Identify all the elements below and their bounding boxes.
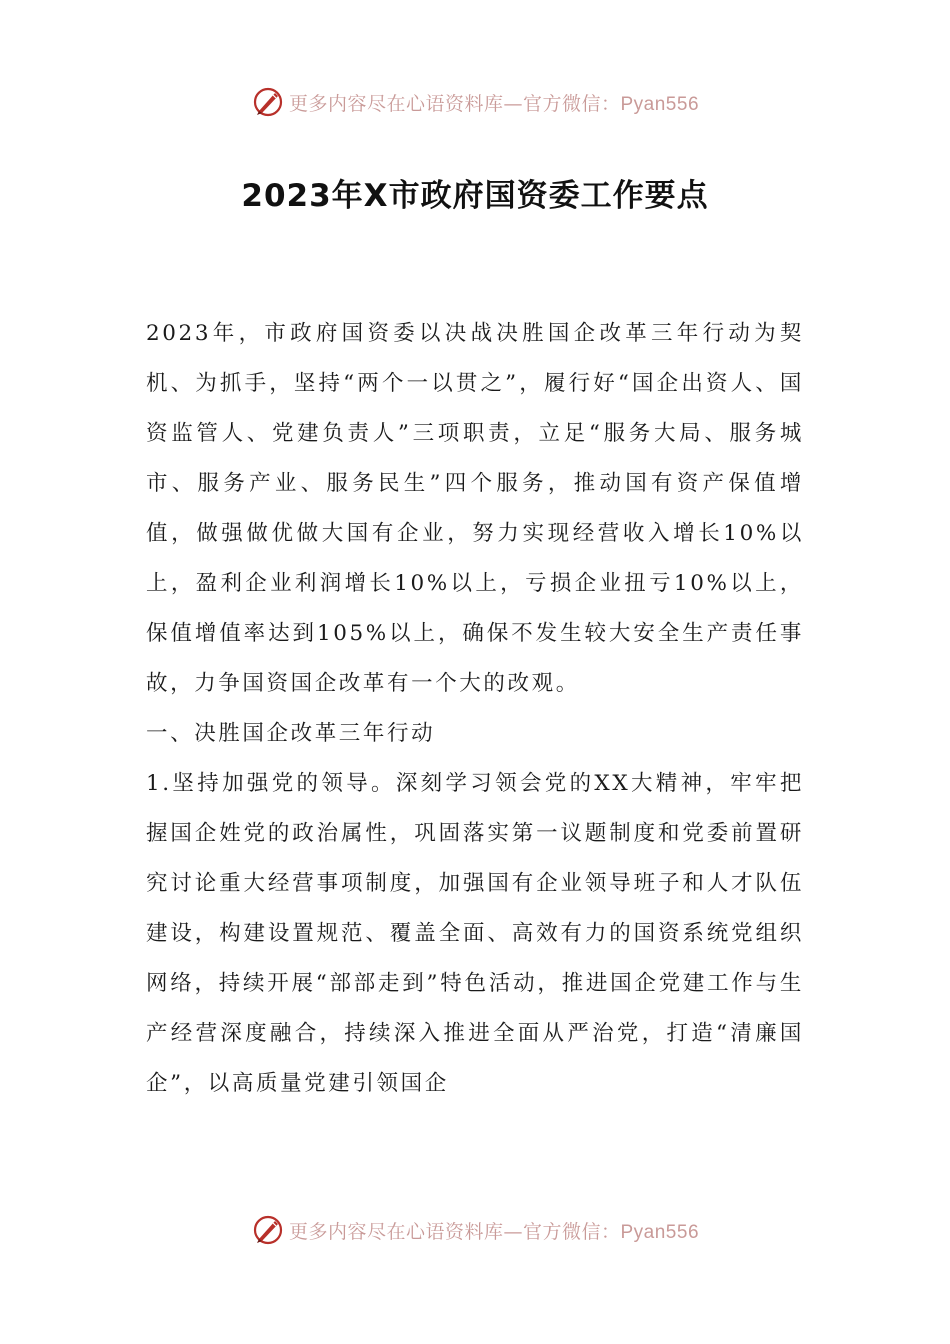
watermark-text xyxy=(289,1217,699,1244)
paragraph-item-1: 1.坚持加强党的领导。深刻学习领会党的XX大精神，牢牢把握国企姓党的政治属性，巩固落实第一议题制度和党委前置研究讨论重大经营事项制度，加强国有企业领导班子和人才队伍建设，构建设置规范、覆盖全面、高效有力的国资系统党组织网络，持续开展“部部走到”特色活动，推进国企党建工作与生产经营深度融合，持续深入推进全面从严治党，打造“清廉国企”，以高质量党建引领国企 xyxy=(146,771,804,1096)
watermark-main-text: 更多内容尽在心语资料库 xyxy=(288,92,504,115)
watermark-main-text: 更多内容尽在心语资料库 xyxy=(288,1220,504,1243)
watermark-id: Pyan556 xyxy=(620,93,700,115)
pen-logo-icon xyxy=(251,85,285,119)
paragraph-intro: 2023年，市政府国资委以决战决胜国企改革三年行动为契机、为抓手，坚持“两个一以贯之”，履行好“国企出资人、国资监管人、党建负责人”三项职责，立足“服务大局、服务城市、服务产业、服务民生”四个服务，推动国有资产保值增值，做强做优做大国有企业，努力实现经营收入增长10%以上，盈利企业利润增长10%以上，亏损企业扭亏10%以上，保值增值率达到105%以上，确保不发生较大安全生产责任事故，力争国资国企改革有一个大的改观。 xyxy=(146,321,804,696)
watermark-label: 官方微信： xyxy=(522,92,621,115)
watermark-dash: — xyxy=(503,1220,523,1243)
pen-logo-icon xyxy=(251,1213,285,1247)
footer-watermark xyxy=(0,1210,950,1250)
watermark-dash: — xyxy=(503,92,523,115)
document-title: 2023年X市政府国资委工作要点 xyxy=(241,178,709,214)
document-body xyxy=(146,309,804,1109)
section-heading-1: 一、决胜国企改革三年行动 xyxy=(146,721,436,746)
watermark-text xyxy=(289,89,699,116)
header-watermark xyxy=(0,82,950,122)
watermark-label: 官方微信： xyxy=(522,1220,621,1243)
watermark-id: Pyan556 xyxy=(620,1221,700,1243)
